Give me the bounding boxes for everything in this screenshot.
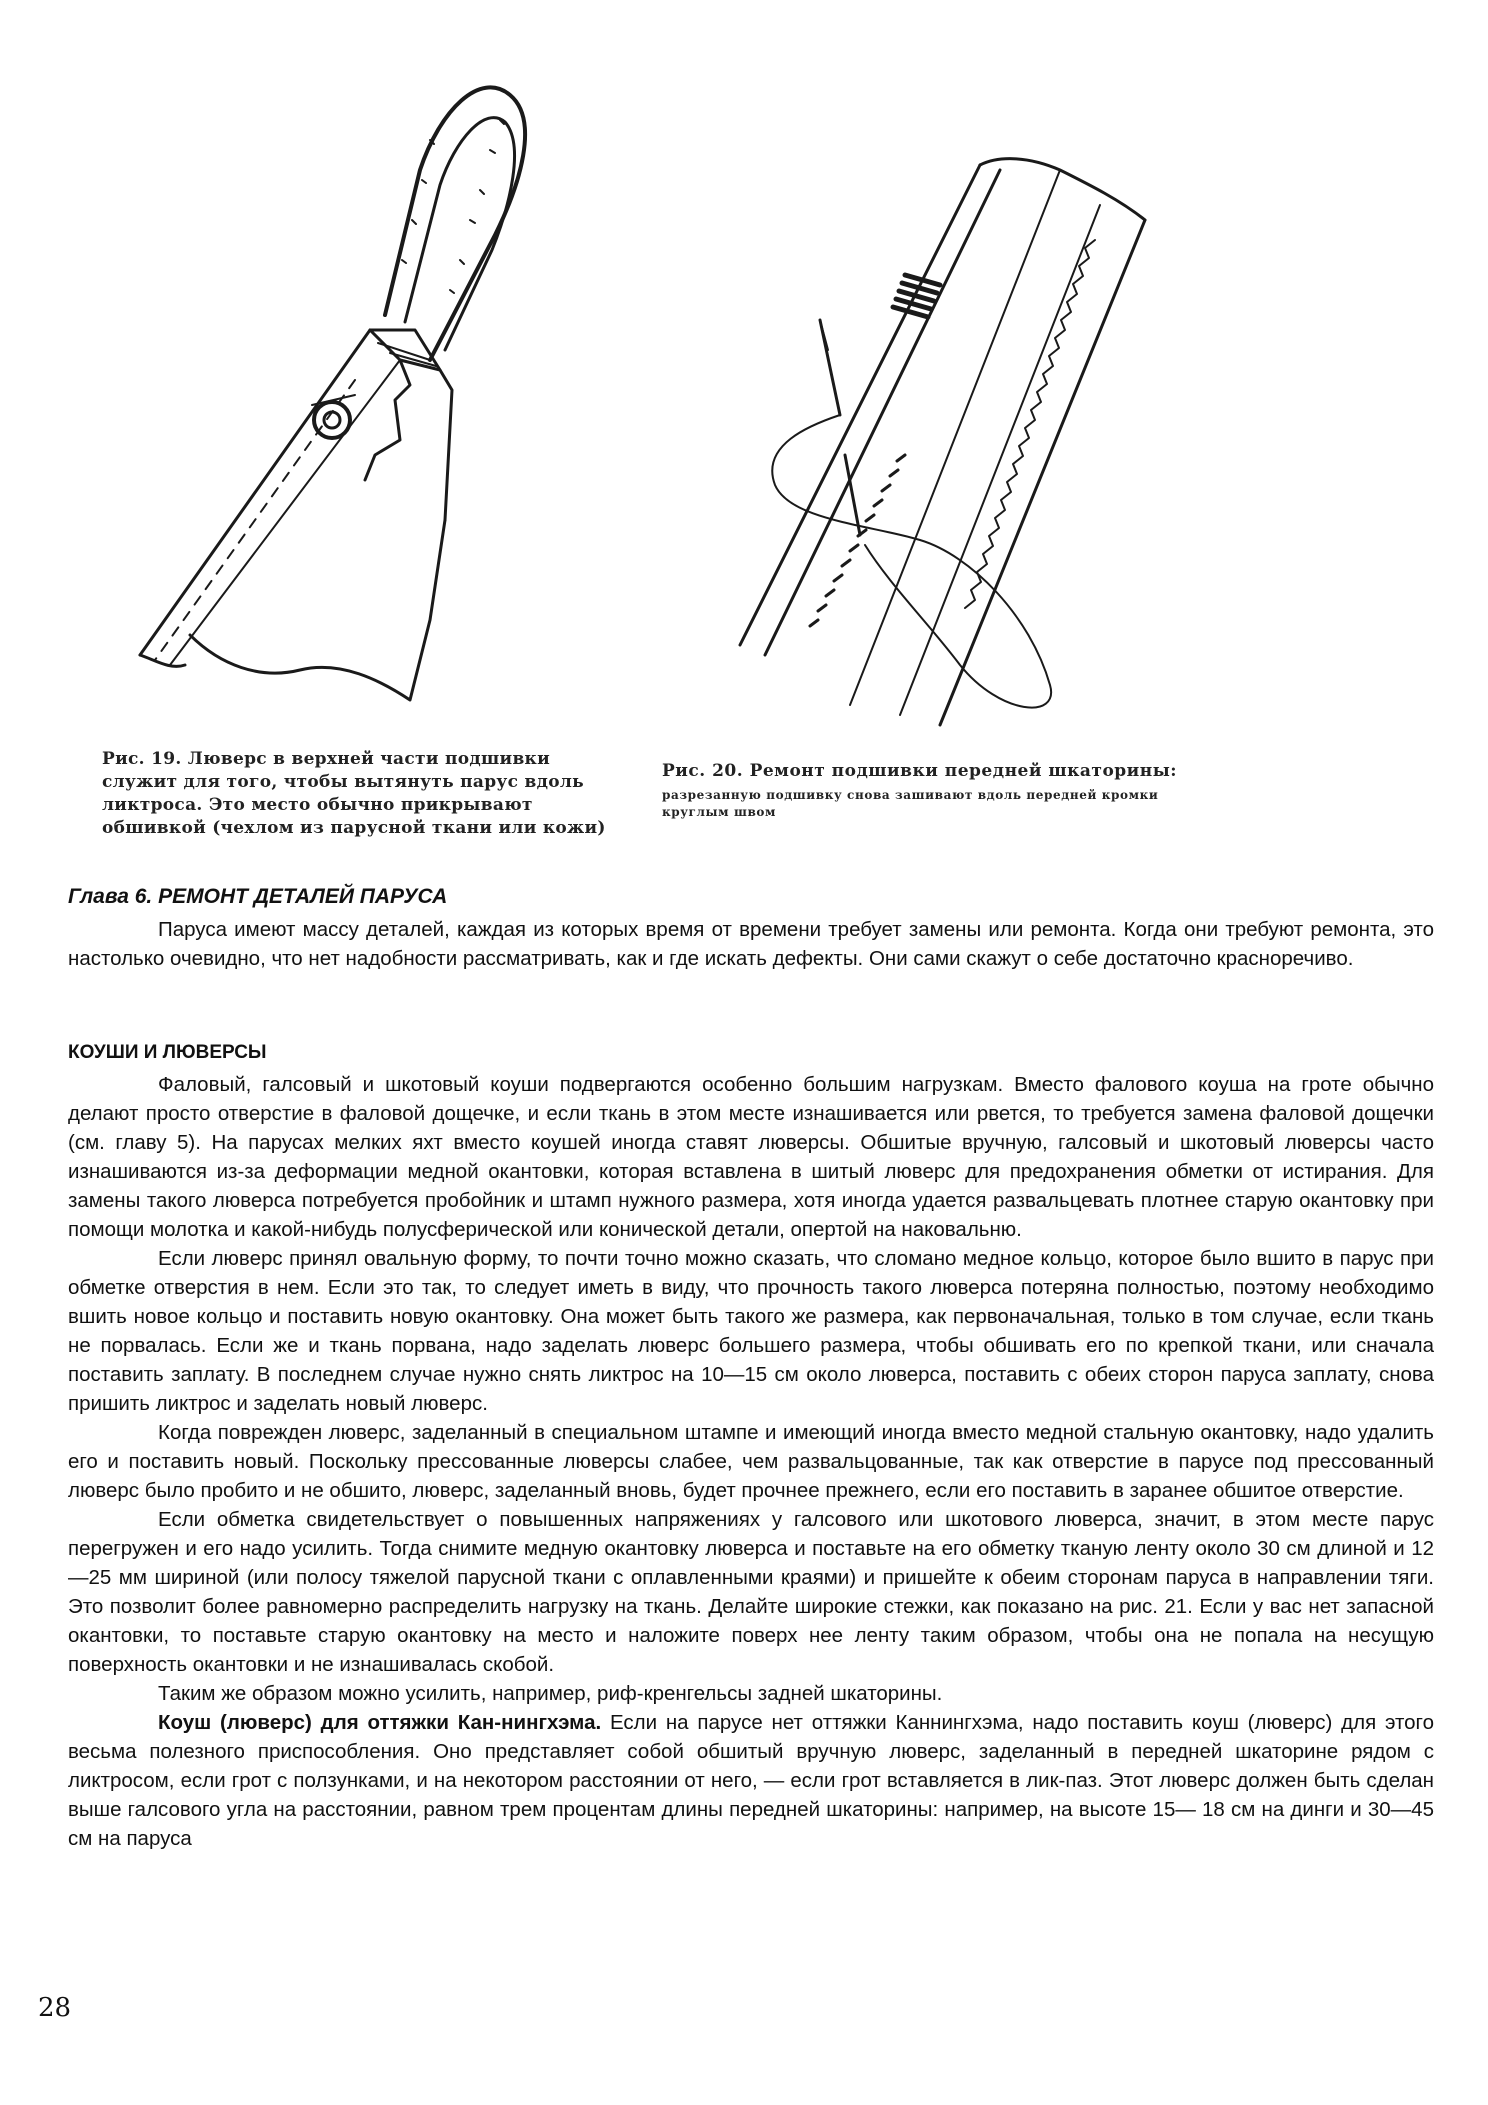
intro-text [68, 915, 1434, 973]
paragraph-5: Таким же образом можно усилить, например, риф-кренгельсы задней шкаторины. [158, 1682, 943, 1705]
figure-20-caption-text: разрезанную подшивку снова зашивают вдоль передней кромки круглым швом [662, 788, 1159, 819]
paragraph-1: Фаловый, галсовый и шкотовый коуши подвергаются особенно большим нагрузкам. Вместо фалового коуша на гроте обычно делают просто отверстие в фаловой дощечке, и если ткань в этом месте изнашивается или рвется, то требуется замена фаловой дощечки (см. главу 5). На парусах мелких яхт вместо коушей иногда ставят люверсы. Обшитые вручную, галсовый и шкотовый люверсы часто изнашиваются из-за деформации медной окантовки, которая вставлена в шитый люверс для предохранения обметки от истирания. Для замены такого люверса потребуется пробойник и штамп нужного размера, хотя иногда удается развальцевать плотнее старую окантовку при помощи молотка и какой-нибудь полусферической или конической детали, опертой на наковальню. [68, 1073, 1434, 1241]
section-title: КОУШИ И ЛЮВЕРСЫ [68, 1042, 267, 1063]
paragraph-6 [68, 1708, 1434, 1853]
figure-20-caption-title: Рис. 20. Ремонт подшивки передней шкаторины: [662, 761, 1178, 781]
paragraph-3: Когда поврежден люверс, заделанный в специальном штампе и имеющий иногда вместо медной стальную окантовку, надо удалить его и поставить новый. Поскольку прессованные люверсы слабее, чем развальцованные, так как отверстие в парусе под прессованный люверс было пробито и не обшито, люверс, заделанный вновь, будет прочнее прежнего, если его поставить в заранее обшитое отверстие. [68, 1421, 1434, 1502]
chapter-title: Глава 6. РЕМОНТ ДЕТАЛЕЙ ПАРУСА [68, 885, 448, 908]
page-number: 28 [38, 1993, 72, 2023]
paragraph-4: Если обметка свидетельствует о повышенных напряжениях у галсового или шкотового люверса, значит, в этом месте парус перегружен и его надо усилить. Тогда снимите медную окантовку люверса и поставьте на его обметку тканую ленту около 30 см длиной и 12—25 мм шириной (или полосу тяжелой парусной ткани с оплавленными краями) и пришейте к обеим сторонам паруса в направлении тяги. Это позволит более равномерно распределить нагрузку на ткань. Делайте широкие стежки, как показано на рис. 21. Если у вас нет запасной окантовки, то поставьте старую окантовку на место и наложите поверх нее ленту таким образом, чтобы она не попала на несущую поверхность окантовки и не изнашивалась скобой. [68, 1508, 1434, 1676]
paragraph-6-text: Если на парусе нет оттяжки Каннингхэма, надо поставить коуш (люверс) для этого весьма полезного приспособления. Оно представляет собой обшитый вручную люверс, заделанный в передней шкаторине рядом с ликтросом, если грот с ползунками, и на некотором расстоянии от него, — если грот вставляется в лик-паз. Этот люверс должен быть сделан выше галсового угла на расстоянии, равном трем процентам длины передней шкаторины: например, на высоте 15— 18 см на динги и 30—45 см на паруса [68, 1711, 1434, 1850]
figure-19-caption: Рис. 19. Люверс в верхней части подшивки служит для того, чтобы вытянуть парус вдоль ликтроса. Это место обычно прикрывают обшивкой (чехлом из парусной ткани или кожи) [102, 749, 606, 838]
figure-19-illustration [100, 60, 640, 720]
intro-paragraph: Паруса имеют массу деталей, каждая из которых время от времени требует замены или ремонта. Когда они требуют ремонта, это настолько очевидно, что нет надобности рассматривать, как и где искать дефекты. Они сами скажут о себе достаточно красноречиво. [68, 918, 1434, 970]
figure-20-caption [662, 760, 1222, 821]
paragraph-2: Если люверс принял овальную форму, то почти точно можно сказать, что сломано медное кольцо, которое было вшито в парус при обметке отверстия в нем. Если это так, то следует иметь в виду, что прочность такого люверса потеряна полностью, поэтому необходимо вшить новое кольцо и поставить новую окантовку. Она может быть такого же размера, как первоначальная, только в том случае, если ткань не порвалась. Если же и ткань порвана, надо заделать люверс большего размера, чтобы обшивать его по крепкой ткани, или сначала поставить заплату. В последнем случае нужно снять ликтрос на 10—15 см около люверса, поставить с обеих сторон паруса заплату, снова пришить ликтрос и заделать новый люверс. [68, 1247, 1434, 1415]
section-body [68, 1070, 1434, 1853]
paragraph-6-lead: Коуш (люверс) для оттяжки Кан-нингхэма. [158, 1711, 602, 1734]
figure-20-illustration [700, 145, 1170, 735]
